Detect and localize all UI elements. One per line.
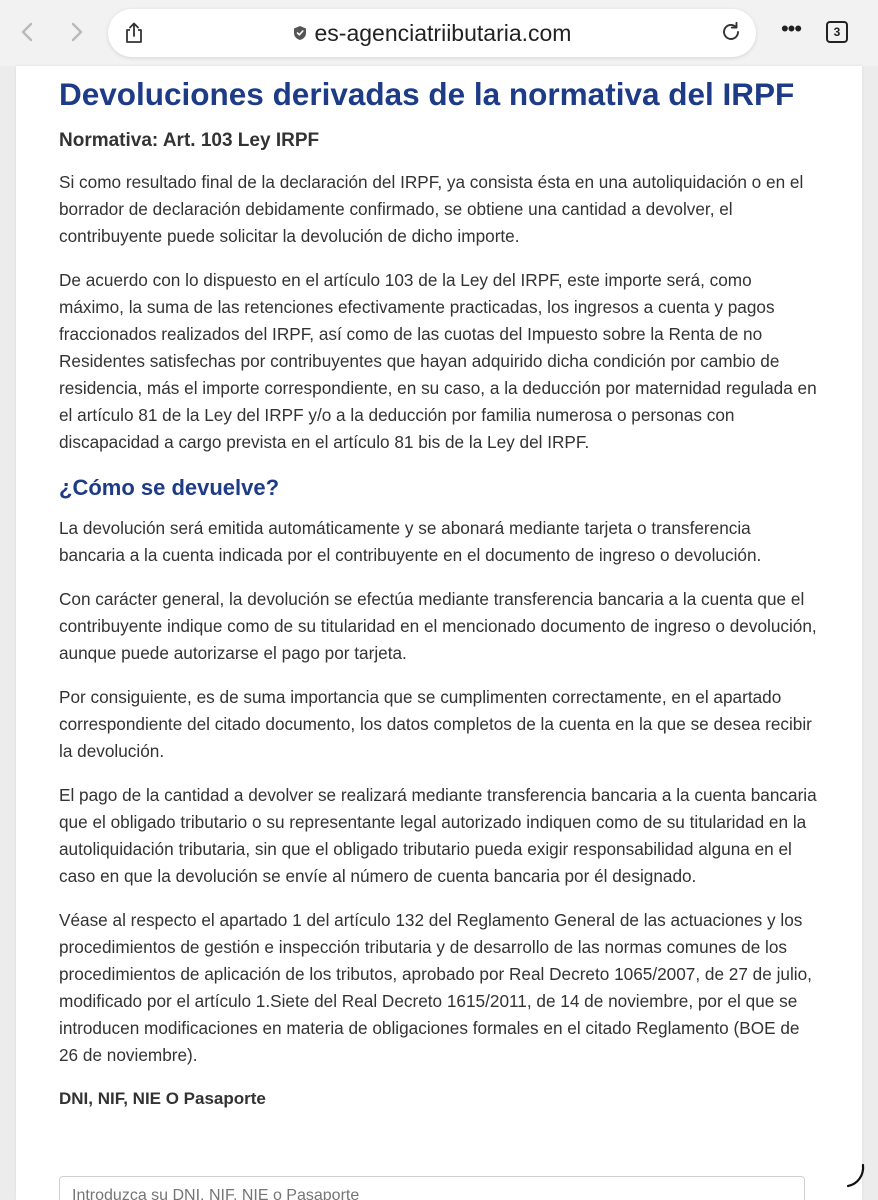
scroll-corner-icon <box>845 1163 867 1189</box>
tabs-count-button[interactable]: 3 <box>826 21 848 43</box>
page-title: Devoluciones derivadas de la normativa del IRPF <box>59 76 795 112</box>
reload-icon[interactable] <box>720 21 742 43</box>
section-paragraph: Con carácter general, la devolución se efectúa mediante transferencia bancaria a la cuenta que el contribuyente indique como de su titularidad en el mencionado documento de ingreso o devolución, aunque puede autorizarse el pago por tarjeta. <box>59 589 817 663</box>
more-icon[interactable]: ••• <box>780 16 802 41</box>
chevron-right-icon <box>62 18 90 46</box>
forward-button[interactable] <box>62 18 90 46</box>
id-field-label: DNI, NIF, NIE O Pasaporte <box>59 1089 266 1108</box>
intro-paragraph: De acuerdo con lo dispuesto en el artículo 103 de la Ley del IRPF, este importe será, como máximo, la suma de las retenciones efectivamente practicadas, los ingresos a cuenta y pagos fraccionados realizados del IRPF, así como de las cuotas del Impuesto sobre la Renta de no Residentes satisfechas por contribuyentes que hayan adquirido dicha condición por cambio de residencia, más el importe correspondiente, en su caso, a la deducción por maternidad regulada en el artículo 81 de la Ley del IRPF y/o a la deducción por familia numerosa o personas con discapacidad a cargo prevista en el artículo 81 bis de la Ley del IRPF. <box>59 270 817 452</box>
url-text: es-agenciatriibutaria.com <box>314 19 572 46</box>
article <box>59 74 819 1111</box>
id-number-input[interactable] <box>59 1176 805 1200</box>
section-heading: ¿Cómo se devuelve? <box>59 475 280 500</box>
address-bar[interactable] <box>108 9 756 57</box>
section-paragraph: La devolución será emitida automáticamente y se abonará mediante tarjeta o transferencia bancaria a la cuenta indicada por el contribuyente en el documento de ingreso o devolución. <box>59 518 762 565</box>
browser-toolbar <box>0 0 878 66</box>
back-button[interactable] <box>14 18 42 46</box>
chevron-left-icon <box>14 18 42 46</box>
url-display[interactable] <box>108 9 756 57</box>
lock-icon <box>293 25 307 41</box>
intro-paragraph: Si como resultado final de la declaración del IRPF, ya consista ésta en una autoliquidación o en el borrador de declaración debidamente confirmado, se obtiene una cantidad a devolver, el contribuyente puede solicitar la devolución de dicho importe. <box>59 172 804 246</box>
section-paragraph: Véase al respecto el apartado 1 del artículo 132 del Reglamento General de las actuaciones y los procedimientos de gestión e inspección tributaria y de desarrollo de las normas comunes de los procedimientos de aplicación de los tributos, aprobado por Real Decreto 1065/2007, de 27 de julio, modificado por el artículo 1.Siete del Real Decreto 1615/2011, de 14 de noviembre, por el que se introducen modificaciones en materia de obligaciones formales en el citado Reglamento (BOE de 26 de noviembre). <box>59 910 812 1065</box>
page-content <box>16 66 862 1200</box>
page-subtitle: Normativa: Art. 103 Ley IRPF <box>59 130 320 151</box>
section-paragraph: El pago de la cantidad a devolver se realizará mediante transferencia bancaria a la cuenta bancaria que el obligado tributario o su representante legal autorizado indiquen como de su titularidad en la autoliquidación tributaria, sin que el obligado tributario pueda exigir responsabilidad alguna en el caso en que la devolución se envíe al número de cuenta bancaria por él designado. <box>59 785 817 886</box>
section-paragraph: Por consiguiente, es de suma importancia que se cumplimenten correctamente, en el apartado correspondiente del citado documento, los datos completos de la cuenta en la que se desea recibir la devolución. <box>59 687 812 761</box>
